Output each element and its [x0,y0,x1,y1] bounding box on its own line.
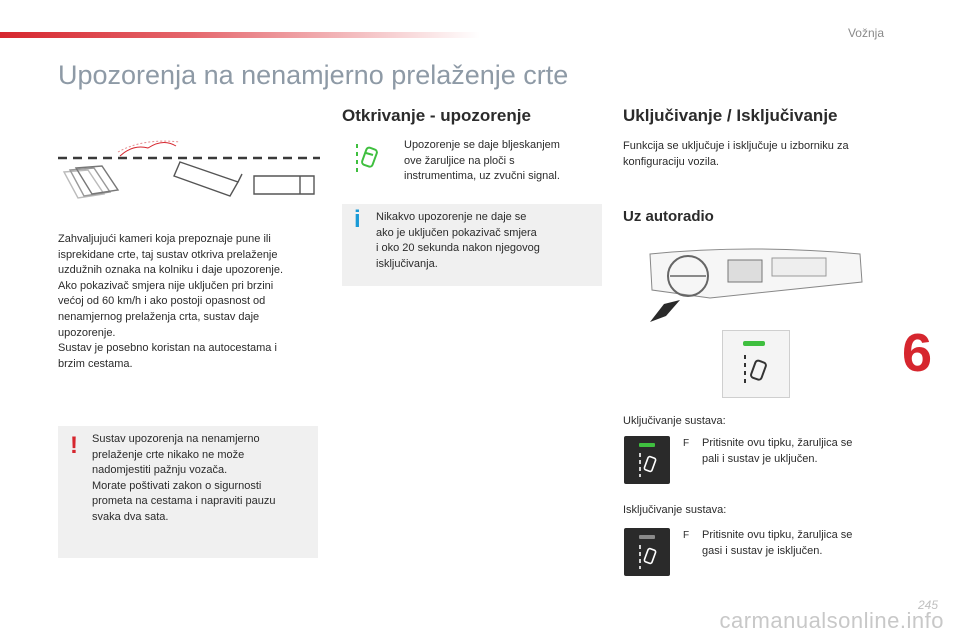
dashboard-illustration [640,242,868,322]
led-off-indicator [639,535,655,539]
off-bullet: F [683,530,690,541]
lane-assist-button-on[interactable] [624,436,670,484]
lane-car-icon [637,452,659,478]
warning-mark: ! [70,432,78,459]
button-closeup-panel [722,330,790,398]
led-on-indicator [639,443,655,447]
button-indicator-led [743,341,765,346]
info-box [342,204,602,286]
on-text: Pritisnite ovu tipku, žaruljica se pali i sustav je uključen. [702,437,853,465]
intro-paragraph: Zahvaljujući kameri koja prepoznaje pune ili isprekidane crte, taj sustav otkriva prelaženje uzdužnih oznaka na kolniku i daje upozorenje. Ako pokazivač smjera nije uključen pri brzini većoj od 60 km/h i ako postoji opasnost od nenamjernog prelaženja crta, sustav daje upozorenje. Sustav je posebno koristan na autocestama i brzim cestama. [58,233,284,370]
lane-assist-button-off[interactable] [624,528,670,576]
top-accent-bar [0,32,480,38]
page-title: Upozorenja na nenamjerno prelaženje crte [58,60,569,90]
lane-assist-button-icon [741,353,771,387]
warning-box [58,426,318,558]
on-bullet: F [683,438,690,449]
autoradio-heading: Uz autoradio [623,208,714,225]
lane-car-icon [637,544,659,570]
detection-heading: Otkrivanje - upozorenje [342,106,531,125]
page-number: 245 [917,598,938,612]
lane-warning-lamp-icon [354,142,380,176]
info-text: Nikakvo upozorenje ne daje se ako je uključen pokazivač smjera i oko 20 sekunda nakon njegovog isključivanja. [376,211,540,270]
info-mark: i [354,206,361,233]
warning-text: Sustav upozorenja na nenamjerno prelaženje crte nikako ne može nadomjestiti pažnju vozača. Morate poštivati zakon o sigurnosti prometa na cestama i napraviti pauzu svaka dva sata. [92,433,276,523]
on-label: Uključivanje sustava: [623,415,726,427]
lamp-warning-text: Upozorenje se daje bljeskanjem ove žaruljice na ploči s instrumentima, uz zvučni signal. [404,139,560,183]
off-label: Isključivanje sustava: [623,504,727,516]
activation-heading: Uključivanje / Isključivanje [623,106,838,125]
chapter-number: 6 [902,323,933,383]
activation-intro: Funkcija se uključuje i isključuje u izborniku za konfiguraciju vozila. [623,140,849,168]
footer-watermark: carmanualsonline.info [719,608,944,633]
lane-departure-illustration [58,136,320,206]
section-name: Vožnja [847,26,884,40]
off-text: Pritisnite ovu tipku, žaruljica se gasi i sustav je isključen. [702,529,853,557]
